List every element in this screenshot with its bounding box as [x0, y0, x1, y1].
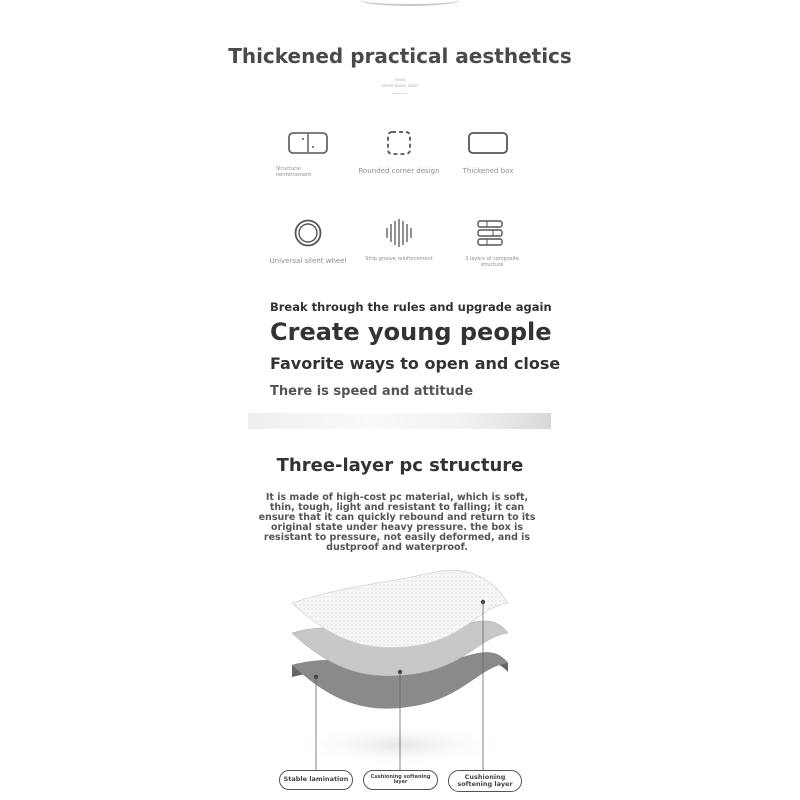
layered-sheets-illustration — [250, 555, 550, 770]
feature-label: Strip groove reinforcement — [365, 256, 433, 262]
dashed-corner-icon — [386, 130, 412, 156]
label-stable-lamination: Stable lamination — [279, 770, 353, 790]
gradient-divider — [248, 413, 551, 429]
split-box-icon — [288, 131, 328, 155]
feature-thickened-box — [428, 123, 548, 175]
section-title: Thickened practical aesthetics — [228, 44, 572, 68]
tiny-caption-3: ──── ── — [392, 91, 408, 96]
wheel-icon — [293, 218, 323, 248]
tiny-caption-1: www — [395, 77, 405, 82]
slogan-line-3: Favorite ways to open and close — [270, 354, 561, 373]
feature-label: 3 layers of composite structure — [465, 256, 519, 268]
stacked-layers-icon — [475, 219, 505, 247]
top-arc-decoration — [360, 0, 460, 6]
slogan-line-1: Break through the rules and upgrade again — [270, 300, 552, 314]
slogan-line-2: Create young people — [270, 318, 552, 346]
feature-label: Structural reinforcement — [276, 166, 312, 178]
slogan-line-4: There is speed and attitude — [270, 384, 474, 399]
structure-title: Three-layer pc structure — [276, 455, 524, 476]
feature-label: Rounded corner design — [358, 167, 440, 175]
label-cushioning-layer-2: Cushioning softening layer — [448, 770, 522, 792]
label-cushioning-layer-1: Cushioning softening layer — [363, 770, 438, 790]
rounded-rect-icon — [467, 131, 509, 155]
structure-description: It is made of high-cost pc material, which is soft, thin, tough, light and resistant to falling; it can ensure that it can quickly rebound and return to its original state under heavy pressure. the box is resistant to pressure, not easily deformed, and is dustproof and waterproof. — [258, 492, 536, 553]
feature-label: Universal silent wheel — [269, 257, 347, 265]
feature-label: Thickened box — [462, 167, 514, 175]
tiny-caption-2: online boxes cabin — [381, 83, 419, 88]
grooves-icon — [384, 217, 414, 249]
feature-composite-layers — [430, 213, 550, 269]
